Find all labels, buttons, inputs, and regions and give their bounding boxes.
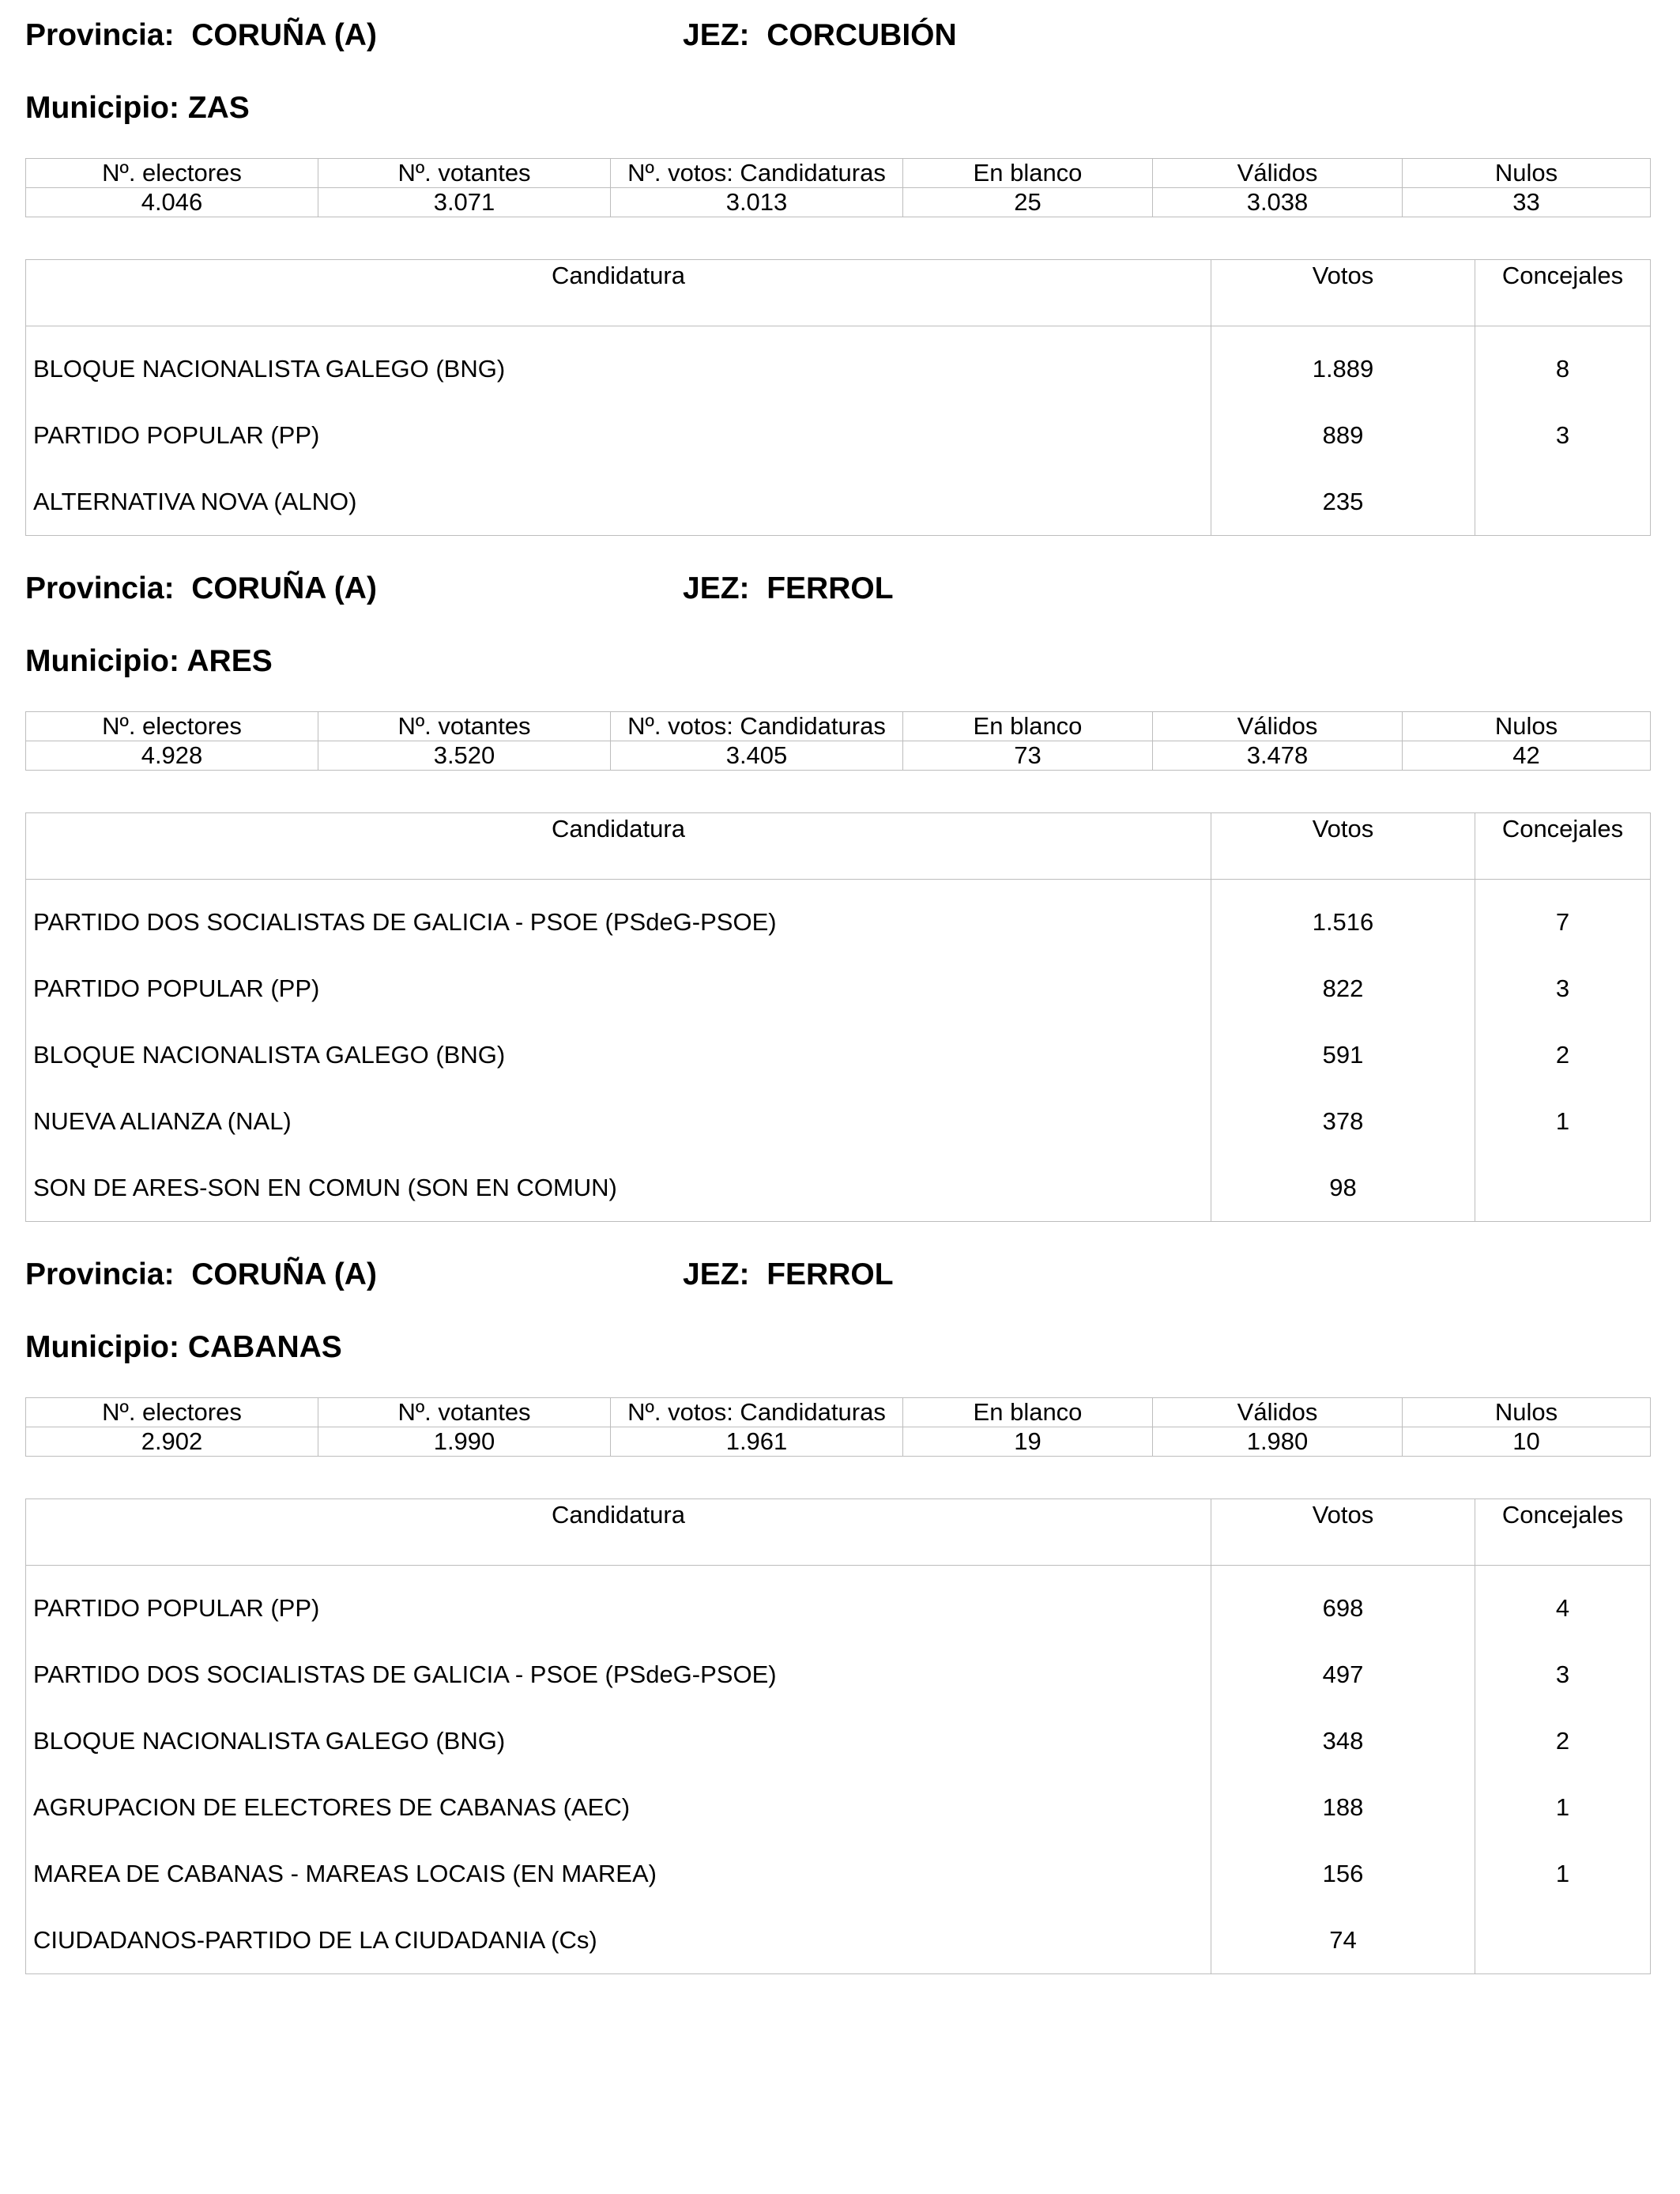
candidatura-concejales: 2	[1475, 1022, 1651, 1088]
candidatura-concejales: 3	[1475, 956, 1651, 1022]
provincia-label: Provincia:	[25, 571, 175, 605]
table-row	[26, 880, 1651, 956]
summary-value-cell: 4.928	[26, 741, 318, 771]
summary-header-cell: Válidos	[1153, 712, 1403, 741]
candidatura-concejales: 3	[1475, 402, 1651, 469]
candidatura-concejales: 7	[1475, 880, 1651, 956]
jez-value: FERROL	[767, 571, 894, 605]
table-row	[26, 1708, 1651, 1774]
summary-header-cell: En blanco	[903, 712, 1153, 741]
candidatura-votos: 74	[1211, 1907, 1475, 1974]
summary-header-row	[26, 1398, 1651, 1427]
candidatura-name: PARTIDO DOS SOCIALISTAS DE GALICIA - PSOE (PSdeG-PSOE)	[26, 1642, 1211, 1708]
provincia-label: Provincia:	[25, 1257, 175, 1291]
candidatura-concejales: 1	[1475, 1841, 1651, 1907]
summary-value-cell: 1.961	[611, 1427, 903, 1457]
table-row	[26, 1907, 1651, 1974]
jez-value: FERROL	[767, 1257, 894, 1291]
summary-value-cell: 1.980	[1153, 1427, 1403, 1457]
candidatura-votos: 156	[1211, 1841, 1475, 1907]
candidatura-concejales	[1475, 1155, 1651, 1222]
provincia-value: CORUÑA (A)	[191, 571, 377, 605]
summary-header-cell: En blanco	[903, 1398, 1153, 1427]
table-row	[26, 326, 1651, 403]
summary-value-cell: 3.038	[1153, 188, 1403, 217]
candidaturas-header-row	[26, 1499, 1651, 1566]
candidatura-name: BLOQUE NACIONALISTA GALEGO (BNG)	[26, 1022, 1211, 1088]
municipio-label: Municipio:	[25, 1330, 179, 1364]
table-row	[26, 1642, 1651, 1708]
candidatura-votos: 591	[1211, 1022, 1475, 1088]
summary-header-cell: Nº. votos: Candidaturas	[611, 1398, 903, 1427]
summary-header-cell: Nº. votantes	[318, 1398, 611, 1427]
candidaturas-header-cell: Votos	[1211, 1499, 1475, 1566]
candidatura-votos: 822	[1211, 956, 1475, 1022]
table-row	[26, 956, 1651, 1022]
summary-header-cell: Nº. votos: Candidaturas	[611, 159, 903, 188]
summary-header-cell: Nº. electores	[26, 159, 318, 188]
candidatura-concejales: 3	[1475, 1642, 1651, 1708]
candidatura-name: BLOQUE NACIONALISTA GALEGO (BNG)	[26, 326, 1211, 403]
summary-value-cell: 1.990	[318, 1427, 611, 1457]
summary-value-cell: 3.071	[318, 188, 611, 217]
candidaturas-table	[25, 259, 1651, 536]
provincia-value: CORUÑA (A)	[191, 1257, 377, 1291]
municipio-value: CABANAS	[187, 1330, 342, 1364]
summary-header-cell: Nº. electores	[26, 712, 318, 741]
summary-value-cell: 73	[903, 741, 1153, 771]
candidatura-name: SON DE ARES-SON EN COMUN (SON EN COMUN)	[26, 1155, 1211, 1222]
candidatura-votos: 98	[1211, 1155, 1475, 1222]
candidaturas-header-cell: Votos	[1211, 813, 1475, 880]
municipio-line	[25, 643, 273, 680]
jez-value: CORCUBIÓN	[767, 18, 957, 52]
candidatura-concejales	[1475, 469, 1651, 536]
summary-value-cell: 2.902	[26, 1427, 318, 1457]
provincia-line	[25, 1257, 377, 1293]
candidatura-name: ALTERNATIVA NOVA (ALNO)	[26, 469, 1211, 536]
candidaturas-header-row	[26, 260, 1651, 326]
candidaturas-table	[25, 812, 1651, 1222]
municipio-line	[25, 1329, 342, 1366]
candidatura-concejales: 2	[1475, 1708, 1651, 1774]
jez-label: JEZ:	[683, 1257, 750, 1291]
summary-value-cell: 3.405	[611, 741, 903, 771]
jez-line	[683, 571, 894, 607]
table-row	[26, 1774, 1651, 1841]
candidatura-name: MAREA DE CABANAS - MAREAS LOCAIS (EN MAREA)	[26, 1841, 1211, 1907]
table-row	[26, 1841, 1651, 1907]
candidaturas-header-cell: Candidatura	[26, 260, 1211, 326]
jez-label: JEZ:	[683, 18, 750, 52]
provincia-line	[25, 17, 377, 54]
municipio-line	[25, 90, 250, 126]
summary-value-cell: 3.520	[318, 741, 611, 771]
summary-value-row	[26, 188, 1651, 217]
candidaturas-table	[25, 1498, 1651, 1974]
candidaturas-header-cell: Votos	[1211, 260, 1475, 326]
candidatura-concejales: 1	[1475, 1088, 1651, 1155]
candidatura-votos: 1.889	[1211, 326, 1475, 403]
candidatura-votos: 698	[1211, 1566, 1475, 1642]
candidatura-votos: 235	[1211, 469, 1475, 536]
candidatura-name: CIUDADANOS-PARTIDO DE LA CIUDADANIA (Cs)	[26, 1907, 1211, 1974]
table-row	[26, 402, 1651, 469]
table-row	[26, 1022, 1651, 1088]
summary-value-row	[26, 741, 1651, 771]
candidaturas-header-cell: Candidatura	[26, 1499, 1211, 1566]
summary-value-cell: 42	[1403, 741, 1651, 771]
summary-header-row	[26, 712, 1651, 741]
candidatura-concejales: 4	[1475, 1566, 1651, 1642]
candidaturas-header-cell: Candidatura	[26, 813, 1211, 880]
candidatura-name: BLOQUE NACIONALISTA GALEGO (BNG)	[26, 1708, 1211, 1774]
provincia-label: Provincia:	[25, 18, 175, 52]
summary-value-cell: 19	[903, 1427, 1153, 1457]
candidaturas-header-cell: Concejales	[1475, 1499, 1651, 1566]
summary-value-cell: 33	[1403, 188, 1651, 217]
summary-header-cell: Nulos	[1403, 159, 1651, 188]
municipio-value: ARES	[186, 644, 273, 678]
summary-table	[25, 1397, 1651, 1457]
summary-table	[25, 711, 1651, 771]
candidatura-name: NUEVA ALIANZA (NAL)	[26, 1088, 1211, 1155]
summary-header-row	[26, 159, 1651, 188]
table-row	[26, 1566, 1651, 1642]
candidatura-votos: 497	[1211, 1642, 1475, 1708]
candidatura-concejales	[1475, 1907, 1651, 1974]
summary-header-cell: Nulos	[1403, 712, 1651, 741]
candidatura-name: PARTIDO POPULAR (PP)	[26, 956, 1211, 1022]
table-row	[26, 1088, 1651, 1155]
municipio-value: ZAS	[187, 91, 250, 125]
candidaturas-header-row	[26, 813, 1651, 880]
summary-header-cell: Nº. votos: Candidaturas	[611, 712, 903, 741]
summary-header-cell: Válidos	[1153, 159, 1403, 188]
table-row	[26, 469, 1651, 536]
summary-header-cell: Nº. votantes	[318, 712, 611, 741]
summary-header-cell: Nº. electores	[26, 1398, 318, 1427]
candidatura-votos: 188	[1211, 1774, 1475, 1841]
candidatura-name: AGRUPACION DE ELECTORES DE CABANAS (AEC)	[26, 1774, 1211, 1841]
candidatura-name: PARTIDO DOS SOCIALISTAS DE GALICIA - PSOE (PSdeG-PSOE)	[26, 880, 1211, 956]
candidaturas-header-cell: Concejales	[1475, 260, 1651, 326]
candidatura-concejales: 1	[1475, 1774, 1651, 1841]
summary-value-cell: 3.013	[611, 188, 903, 217]
jez-line	[683, 1257, 894, 1293]
candidatura-concejales: 8	[1475, 326, 1651, 403]
jez-line	[683, 17, 957, 54]
municipio-label: Municipio:	[25, 91, 179, 125]
candidatura-name: PARTIDO POPULAR (PP)	[26, 1566, 1211, 1642]
summary-value-cell: 10	[1403, 1427, 1651, 1457]
summary-header-cell: Válidos	[1153, 1398, 1403, 1427]
summary-header-cell: Nº. votantes	[318, 159, 611, 188]
provincia-line	[25, 571, 377, 607]
table-row	[26, 1155, 1651, 1222]
summary-header-cell: En blanco	[903, 159, 1153, 188]
summary-header-cell: Nulos	[1403, 1398, 1651, 1427]
summary-value-cell: 4.046	[26, 188, 318, 217]
candidatura-name: PARTIDO POPULAR (PP)	[26, 402, 1211, 469]
summary-value-cell: 25	[903, 188, 1153, 217]
candidaturas-header-cell: Concejales	[1475, 813, 1651, 880]
summary-value-row	[26, 1427, 1651, 1457]
jez-label: JEZ:	[683, 571, 750, 605]
candidatura-votos: 889	[1211, 402, 1475, 469]
candidatura-votos: 348	[1211, 1708, 1475, 1774]
provincia-value: CORUÑA (A)	[191, 18, 377, 52]
summary-value-cell: 3.478	[1153, 741, 1403, 771]
candidatura-votos: 1.516	[1211, 880, 1475, 956]
municipio-label: Municipio:	[25, 644, 179, 678]
candidatura-votos: 378	[1211, 1088, 1475, 1155]
summary-table	[25, 158, 1651, 217]
